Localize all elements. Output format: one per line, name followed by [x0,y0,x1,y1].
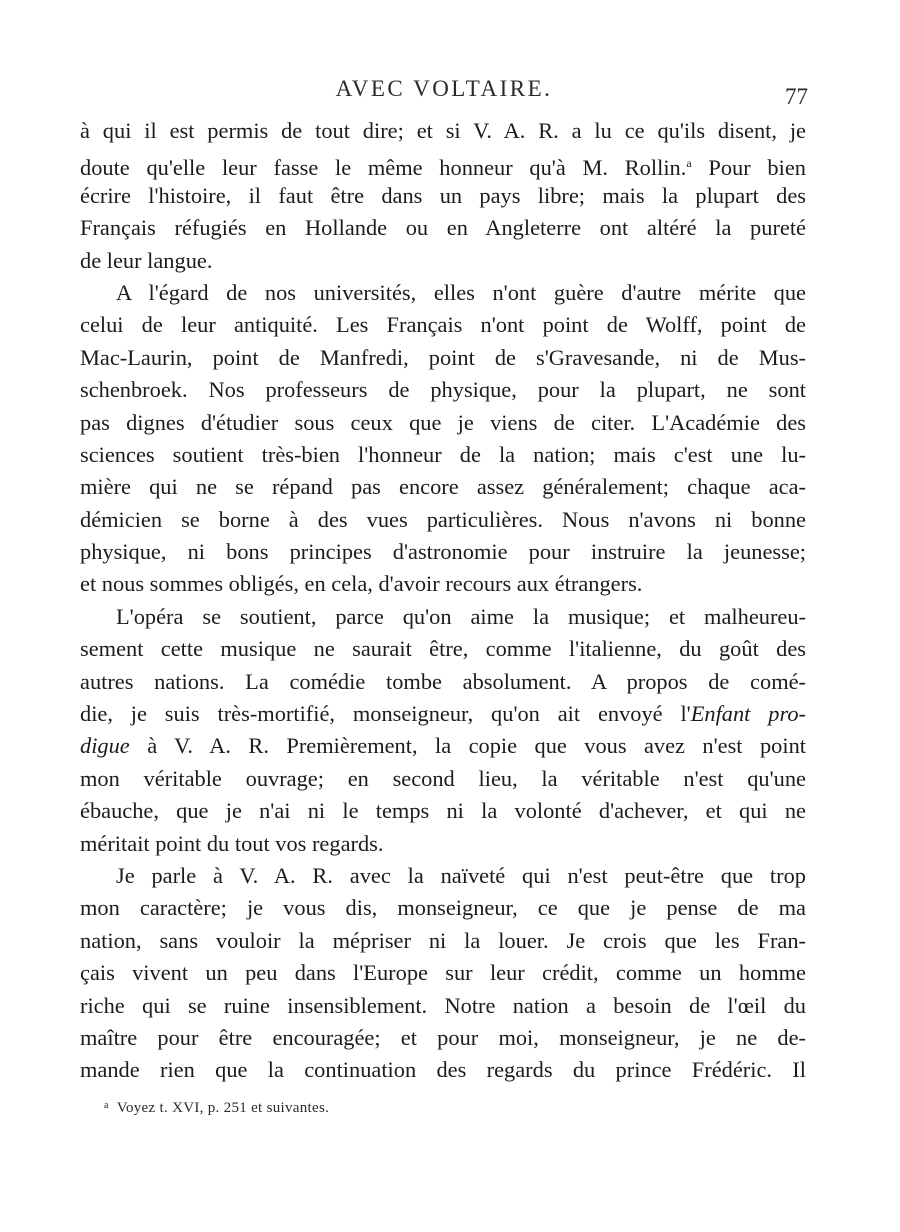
text-line: riche qui se ruine insensiblement. Notre nation a besoin de l'œil du [80,992,806,1018]
text-line: mande rien que la continuation des regards du prince Frédéric. Il [80,1057,806,1083]
text-line: nation, sans vouloir la mépriser ni la louer. Je crois que les Fran- [80,927,806,953]
footnote-reference: a [686,156,692,171]
page-number: 77 [785,84,808,109]
body-text [80,115,806,1087]
text-line: Je parle à V. A. R. avec la naïveté qui n'est peut-être que trop [116,862,806,888]
running-title: AVEC VOLTAIRE. [335,76,553,101]
text-line-content: die, je suis très-mortifié, monseigneur, qu'on ait envoyé l' [80,701,691,727]
text-line: mon véritable ouvrage; en second lieu, la véritable n'est qu'une [80,765,806,791]
text-line: A l'égard de nos universités, elles n'ont guère d'autre mérite que [116,279,806,305]
text-line: pas dignes d'étudier sous ceux que je viens de citer. L'Académie des [80,409,806,435]
text-line: L'opéra se soutient, parce qu'on aime la musique; et malheureu- [116,603,806,629]
text-line: celui de leur antiquité. Les Français n'ont point de Wolff, point de [80,312,806,338]
footnote-text: Voyez t. XVI, p. 251 et suivantes. [116,1100,330,1116]
text-line: sement cette musique ne saurait être, comme l'italienne, du goût des [80,636,806,662]
text-line: ébauche, que je n'ai ni le temps ni la volonté d'achever, et qui ne [80,798,806,824]
text-line [80,730,806,762]
text-line: de leur langue. [80,247,213,273]
text-line: schenbroek. Nos professeurs de physique, pour la plupart, ne sont [80,377,806,403]
italic-title: digue [80,733,130,759]
text-line: physique, ni bons principes d'astronomie pour instruire la jeunesse; [80,539,806,565]
text-line: çais vivent un peu dans l'Europe sur leur crédit, comme un homme [80,960,806,986]
text-line: maître pour être encouragée; et pour moi, monseigneur, je ne de- [80,1024,806,1050]
text-line: mon caractère; je vous dis, monseigneur, ce que je pense de ma [80,895,806,921]
text-line-content: doute qu'elle leur fasse le même honneur qu'à M. Rollin. [80,155,687,181]
footnote [104,1100,329,1117]
text-line: sciences soutient très-bien l'honneur de la nation; mais c'est une lu- [80,441,806,467]
text-line-content: à V. A. R. Premièrement, la copie que vous avez n'est point [147,733,806,759]
text-line: démicien se borne à des vues particulières. Nous n'avons ni bonne [80,506,806,532]
text-line: méritait point du tout vos regards. [80,830,384,856]
text-line: à qui il est permis de tout dire; et si V. A. R. a lu ce qu'ils disent, je [80,118,806,143]
text-line [80,698,806,730]
text-line: écrire l'histoire, il faut être dans un pays libre; mais la plupart des [80,182,806,208]
text-line: et nous sommes obligés, en cela, d'avoir recours aux étrangers. [80,571,643,597]
text-line: Français réfugiés en Hollande ou en Angleterre ont altéré la pureté [80,215,806,241]
text-line: mière qui ne se répand pas encore assez généralement; chaque aca- [80,474,806,500]
italic-title: Enfant pro- [690,701,806,727]
text-line-tail: Pour bien [708,155,806,181]
running-head [80,72,808,112]
footnote-mark: a [104,1100,109,1111]
text-line: Mac-Laurin, point de Manfredi, point de s'Gravesande, ni de Mus- [80,344,806,370]
text-line [80,147,806,179]
text-line: autres nations. La comédie tombe absolument. A propos de comé- [80,668,806,694]
